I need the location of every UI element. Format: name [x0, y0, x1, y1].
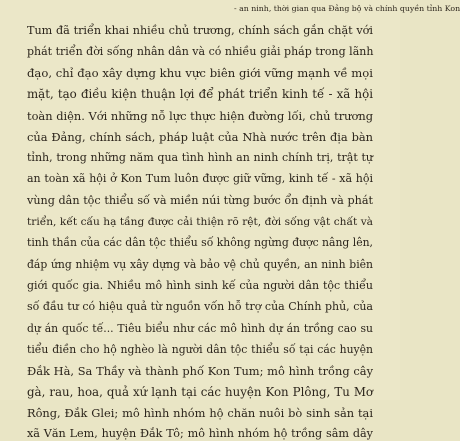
text-line: Tum đã triển khai nhiều chủ trương, chính sách gắn chặt với — [27, 24, 373, 37]
text-line: phát triển đời sống nhân dân và có nhiều giải pháp trong lãnh — [27, 45, 374, 58]
text-line: giới quốc gia. Nhiều mô hình sinh kế của người dân tộc thiểu — [27, 279, 373, 292]
text-line: gà, rau, hoa, quả xứ lạnh tại các huyện Kon Plông, Tu Mơ — [27, 385, 373, 399]
text-line: đạo, chỉ đạo xây dựng khu vực biên giới vững mạnh về mọi — [27, 66, 373, 80]
text-line: Đắk Hà, Sa Thầy và thành phố Kon Tum; mô hình trồng cây — [27, 364, 373, 378]
text-line: tinh thần của các dân tộc thiểu số không ngừng được nâng lên, — [27, 236, 373, 249]
text-line: xã Văn Lem, huyện Đắk Tô; mô hình nhóm hộ trồng sâm dây — [27, 427, 373, 440]
text-line: dự án quốc tế... Tiêu biểu như các mô hình dự án trồng cao su — [27, 322, 373, 335]
text-line: số đầu tư có hiệu quả từ nguồn vốn hỗ trợ của Chính phủ, của — [27, 300, 373, 313]
text-line: của Đảng, chính sách, pháp luật của Nhà nước trên địa bàn — [27, 130, 373, 144]
text-line: tỉnh, trong những năm qua tình hình an ninh chính trị, trật tự — [27, 151, 373, 164]
text-line: - an ninh, thời gian qua Đảng bộ và chính quyền tỉnh Kon — [234, 4, 460, 13]
text-line: vùng dân tộc thiểu số và miền núi từng bước ổn định và phát — [27, 194, 373, 207]
text-line: tiểu điền cho hộ nghèo là người dân tộc thiểu số tại các huyện — [27, 343, 373, 356]
text-line: triển, kết cấu hạ tầng được cải thiện rõ rệt, đời sống vật chất và — [27, 216, 373, 228]
text-line: toàn diện. Với những nỗ lực thực hiện đường lối, chủ trương — [27, 109, 373, 123]
text-line: Rông, Đắk Glei; mô hình nhóm hộ chăn nuôi bò sinh sản tại — [27, 406, 373, 420]
text-line: mặt, tạo điều kiện thuận lợi để phát triển kinh tế - xã hội — [27, 87, 373, 101]
text-line: an toàn xã hội ở Kon Tum luôn được giữ vững, kinh tế - xã hội — [27, 172, 373, 185]
text-line: đáp ứng nhiệm vụ xây dựng và bảo vệ chủ quyền, an ninh biên — [27, 258, 373, 271]
